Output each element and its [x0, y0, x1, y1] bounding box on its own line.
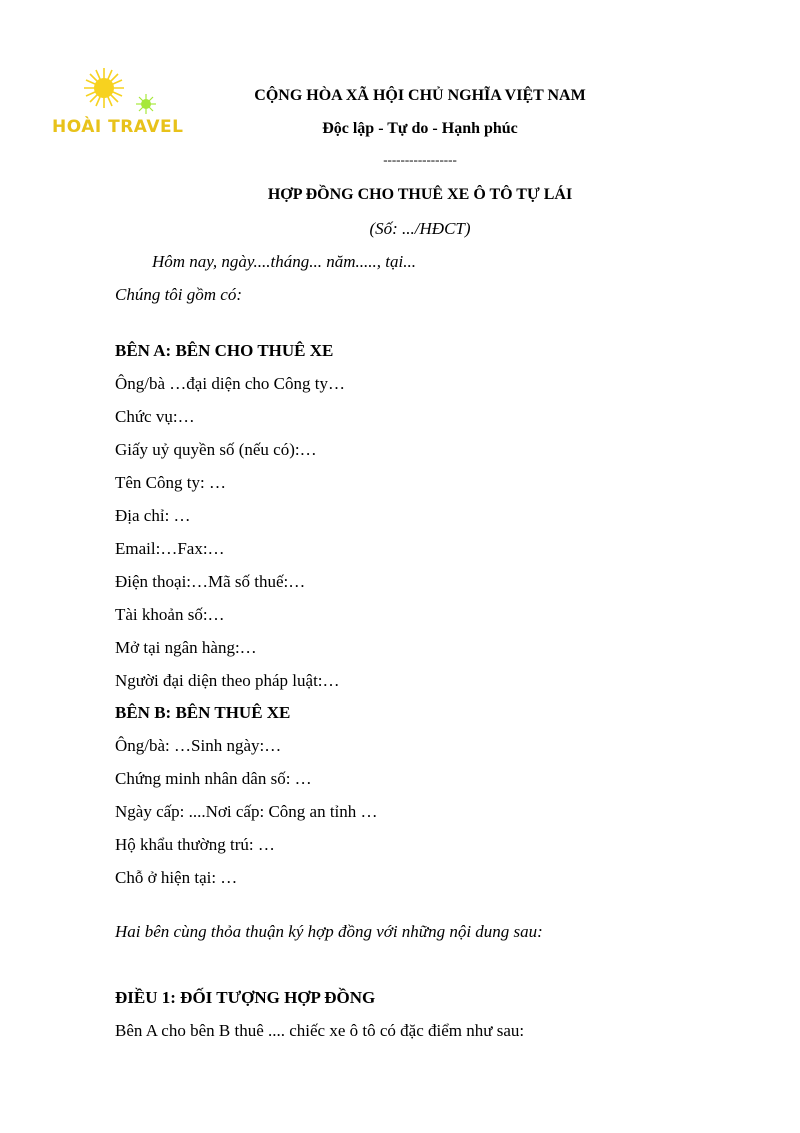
party-a-field: Điện thoại:…Mã số thuế:… — [115, 572, 306, 591]
party-a-field: Tên Công ty: … — [115, 473, 226, 492]
intro-line: Chúng tôi gồm có: — [115, 285, 243, 304]
party-a-field: Người đại diện theo pháp luật:… — [115, 671, 340, 690]
agreement-line: Hai bên cùng thỏa thuận ký hợp đồng với những nội dung sau: — [115, 922, 543, 941]
article-1-heading: ĐIỀU 1: ĐỐI TƯỢNG HỢP ĐỒNG — [115, 988, 376, 1007]
motto: Độc lập - Tự do - Hạnh phúc — [322, 120, 518, 137]
party-a-field: Giấy uỷ quyền số (nếu có):… — [115, 440, 317, 459]
party-a-heading: BÊN A: BÊN CHO THUÊ XE — [115, 341, 334, 360]
party-b-field: Hộ khẩu thường trú: … — [115, 835, 275, 854]
party-a-field: Ông/bà …đại diện cho Công ty… — [115, 374, 345, 393]
party-b-field: Chứng minh nhân dân số: … — [115, 769, 312, 788]
national-title: CỘNG HÒA XÃ HỘI CHỦ NGHĨA VIỆT NAM — [254, 87, 586, 104]
party-a-field: Email:…Fax:… — [115, 539, 225, 558]
party-b-field: Chỗ ở hiện tại: … — [115, 868, 238, 887]
date-line: Hôm nay, ngày....tháng... năm....., tại... — [152, 252, 416, 271]
contract-number: (Số: .../HĐCT) — [369, 219, 471, 238]
header-divider: ----------------- — [383, 152, 457, 167]
party-b-heading: BÊN B: BÊN THUÊ XE — [115, 703, 291, 722]
contract-title: HỢP ĐỒNG CHO THUÊ XE Ô TÔ TỰ LÁI — [267, 186, 573, 203]
party-a-field: Địa chỉ: … — [115, 506, 191, 525]
party-b-field: Ông/bà: …Sinh ngày:… — [115, 736, 282, 755]
party-a-field: Tài khoản số:… — [115, 605, 225, 624]
article-1-text: Bên A cho bên B thuê .... chiếc xe ô tô có đặc điểm như sau: — [115, 1021, 525, 1040]
logo-brand-text: HOÀI TRAVEL — [52, 117, 184, 137]
party-a-field: Mở tại ngân hàng:… — [115, 638, 257, 657]
party-b-field: Ngày cấp: ....Nơi cấp: Công an tỉnh … — [115, 802, 378, 821]
party-a-field: Chức vụ:… — [115, 407, 195, 426]
